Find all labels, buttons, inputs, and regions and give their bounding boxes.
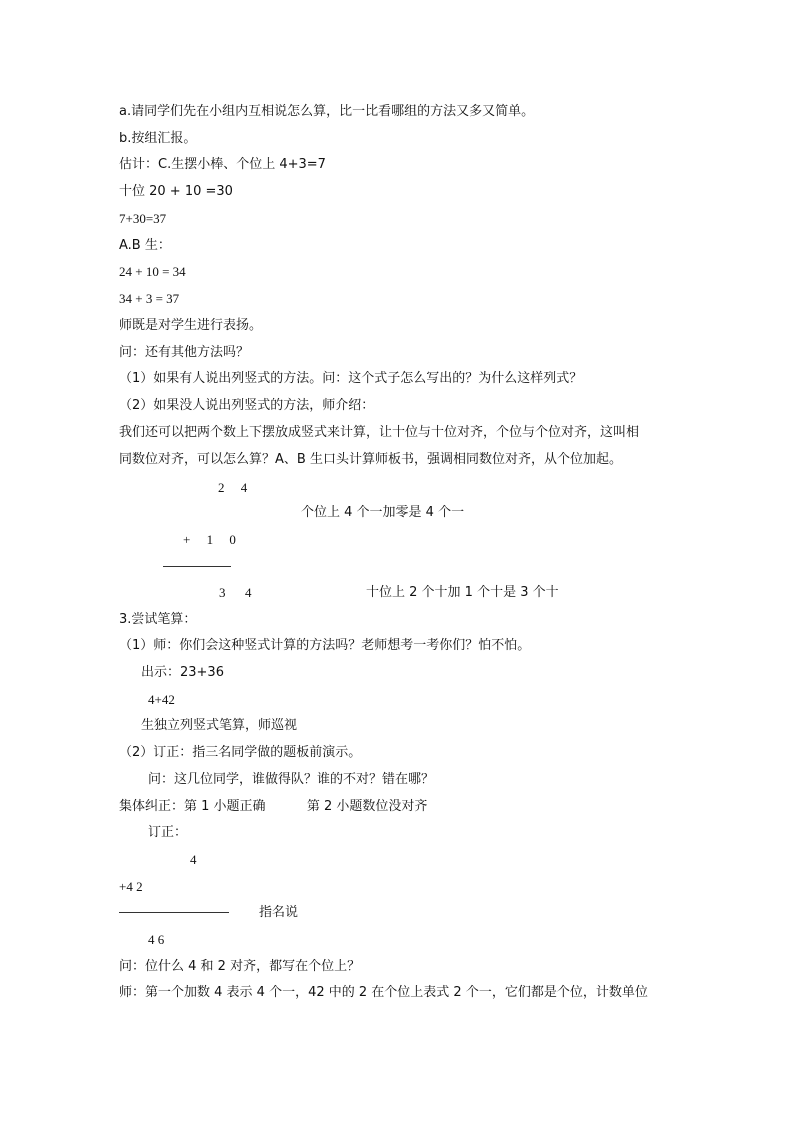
vertical-2-result-row: 4 6 — [148, 932, 165, 947]
vertical-1-note-ones: 个位上 4 个一加零是 4 个一 — [301, 505, 465, 520]
explanation-line-1: 我们还可以把两个数上下摆放成竖式来计算，让十位与十位对齐，个位与个位对齐，这叫相 — [119, 425, 640, 440]
question-alignment: 问：位什么 4 和 2 对齐，都写在个位上？ — [119, 959, 361, 974]
vertical-1-result-row: 3 4 — [219, 585, 252, 600]
vertical-2-top-row: 4 — [190, 852, 197, 867]
students-work-line: 生独立列竖式笔算，师巡视 — [141, 718, 298, 733]
vertical-1-note-tens: 十位上 2 个十加 1 个十是 3 个十 — [366, 585, 559, 600]
ab-student-label: A.B 生： — [119, 238, 171, 253]
explanation-line-2: 同数位对齐，可以怎么算？A、B 生口头计算师板书，强调相同数位对齐，从个位加起。 — [119, 452, 622, 467]
case-1-line: （1）如果有人说出列竖式的方法。问：这个式子怎么写出的？为什么这样列式？ — [119, 371, 583, 386]
show-problem-2: 4+42 — [148, 692, 175, 707]
vertical-2-note: 指名说 — [259, 905, 299, 920]
sum-line: 7+30=37 — [119, 211, 167, 226]
teacher-explanation: 师：第一个加数 4 表示 4 个一，42 中的 2 在个位上表式 2 个一，它们都是个位，计数单位 — [119, 985, 648, 1000]
praise-line: 师既是对学生进行表扬。 — [119, 318, 263, 333]
vertical-1-addend-row: + 1 0 — [183, 532, 236, 547]
step-a-instruction: a.请同学们先在小组内互相说怎么算，比一比看哪组的方法又多又简单。 — [119, 104, 535, 119]
tens-line: 十位 20 + 10 =30 — [119, 184, 233, 199]
group-correction-line: 集体纠正：第 1 小题正确 第 2 小题数位没对齐 — [119, 799, 428, 814]
step-b-report: b.按组汇报。 — [119, 131, 197, 146]
estimate-line: 估计：C.生摆小棒、个位上 4+3=7 — [119, 157, 326, 172]
question-other-methods: 问：还有其他方法吗？ — [119, 345, 250, 360]
calc-line-1: 24 + 10 = 34 — [119, 264, 186, 279]
correction-label: 订正： — [148, 825, 188, 840]
vertical-2-addend-row: +4 2 — [119, 879, 143, 894]
vertical-1-rule — [163, 566, 231, 567]
show-problem-1: 出示：23+36 — [141, 665, 224, 680]
calc-line-2: 34 + 3 = 37 — [119, 291, 180, 306]
teacher-question-1: （1）师：你们会这种竖式计算的方法吗？老师想考一考你们？怕不怕。 — [119, 638, 531, 653]
vertical-1-top-row: 2 4 — [218, 480, 248, 495]
correction-step: （2）订正：指三名同学做的题板前演示。 — [119, 745, 362, 760]
case-2-line: （2）如果没人说出列竖式的方法，师介绍： — [119, 398, 375, 413]
try-written-calc-heading: 3.尝试笔算： — [119, 612, 197, 627]
question-who-right: 问：这几位同学，谁做得队？谁的不对？错在哪？ — [148, 772, 435, 787]
vertical-2-rule — [119, 912, 229, 913]
